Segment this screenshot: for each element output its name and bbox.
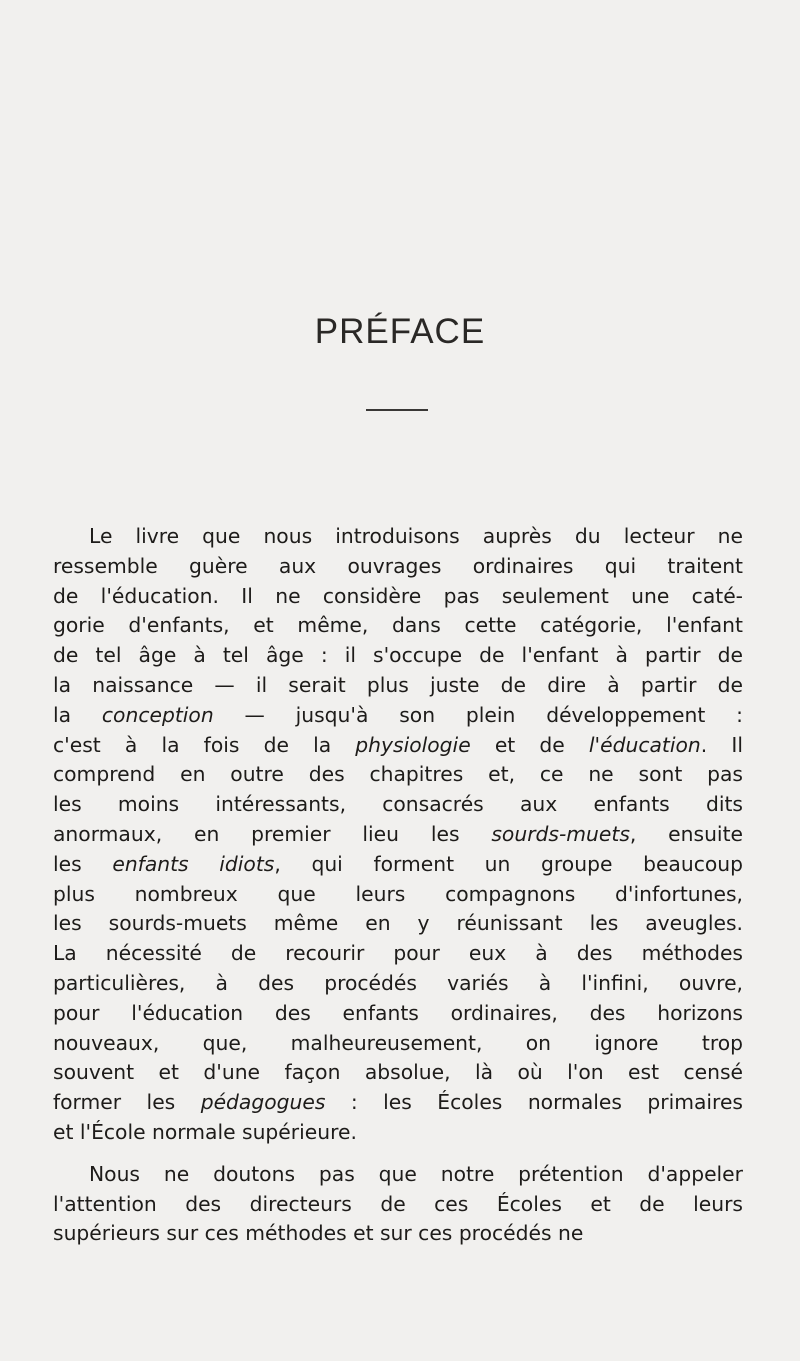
text-line: Nous ne doutons pas que notre prétention d'appeler: [89, 1161, 743, 1186]
text-line: former les pédagogues : les Écoles normales primaires: [53, 1090, 743, 1115]
italic-term: physiologie: [355, 732, 471, 757]
paragraph-2: [53, 1160, 743, 1249]
text-line: souvent et d'une façon absolue, là où l'on est censé: [53, 1060, 743, 1085]
text-line: les enfants idiots, qui forment un groupe beaucoup: [53, 851, 743, 876]
text-line: gorie d'enfants, et même, dans cette catégorie, l'enfant: [53, 613, 743, 638]
text-line: c'est à la fois de la physiologie et de l'éducation. Il: [53, 732, 743, 757]
text-line: la naissance — il serait plus juste de dire à partir de: [53, 672, 743, 697]
italic-term: conception: [101, 702, 214, 727]
page-title: PRÉFACE: [314, 312, 486, 351]
text-line: pour l'éducation des enfants ordinaires, des horizons: [53, 1000, 743, 1025]
text-line: la conception — jusqu'à son plein développement :: [53, 702, 744, 727]
text-line: particulières, à des procédés variés à l'infini, ouvre,: [53, 970, 743, 995]
text-line: supérieurs sur ces méthodes et sur ces procédés ne: [53, 1221, 584, 1246]
text-line: nouveaux, que, malheureusement, on ignore trop: [53, 1030, 743, 1055]
text-line: anormaux, en premier lieu les sourds-muets, ensuite: [53, 821, 743, 846]
text-line: de l'éducation. Il ne considère pas seulement une caté-: [53, 583, 743, 608]
text-line: plus nombreux que leurs compagnons d'infortunes,: [53, 881, 743, 906]
body-text: [53, 522, 743, 1249]
text-line: Le livre que nous introduisons auprès du lecteur ne: [89, 524, 743, 548]
text-line: les moins intéressants, consacrés aux enfants dits: [53, 792, 743, 817]
text-line: de tel âge à tel âge : il s'occupe de l'enfant à partir de: [53, 643, 743, 668]
text-line: les sourds-muets même en y réunissant les aveugles.: [53, 911, 743, 936]
paragraph-1: [53, 522, 743, 1148]
text-line: et l'École normale supérieure.: [53, 1119, 357, 1144]
italic-term: pédagogues: [200, 1090, 326, 1115]
text-line: ressemble guère aux ouvrages ordinaires qui traitent: [53, 553, 743, 578]
title-divider: [366, 409, 428, 411]
italic-term: enfants idiots: [112, 851, 275, 876]
italic-term: l'éducation: [588, 732, 701, 757]
text-line: La nécessité de recourir pour eux à des méthodes: [53, 941, 743, 966]
italic-term: sourds-muets: [491, 821, 630, 846]
text-line: comprend en outre des chapitres et, ce ne sont pas: [53, 762, 743, 787]
text-line: l'attention des directeurs de ces Écoles et de leurs: [53, 1191, 743, 1216]
